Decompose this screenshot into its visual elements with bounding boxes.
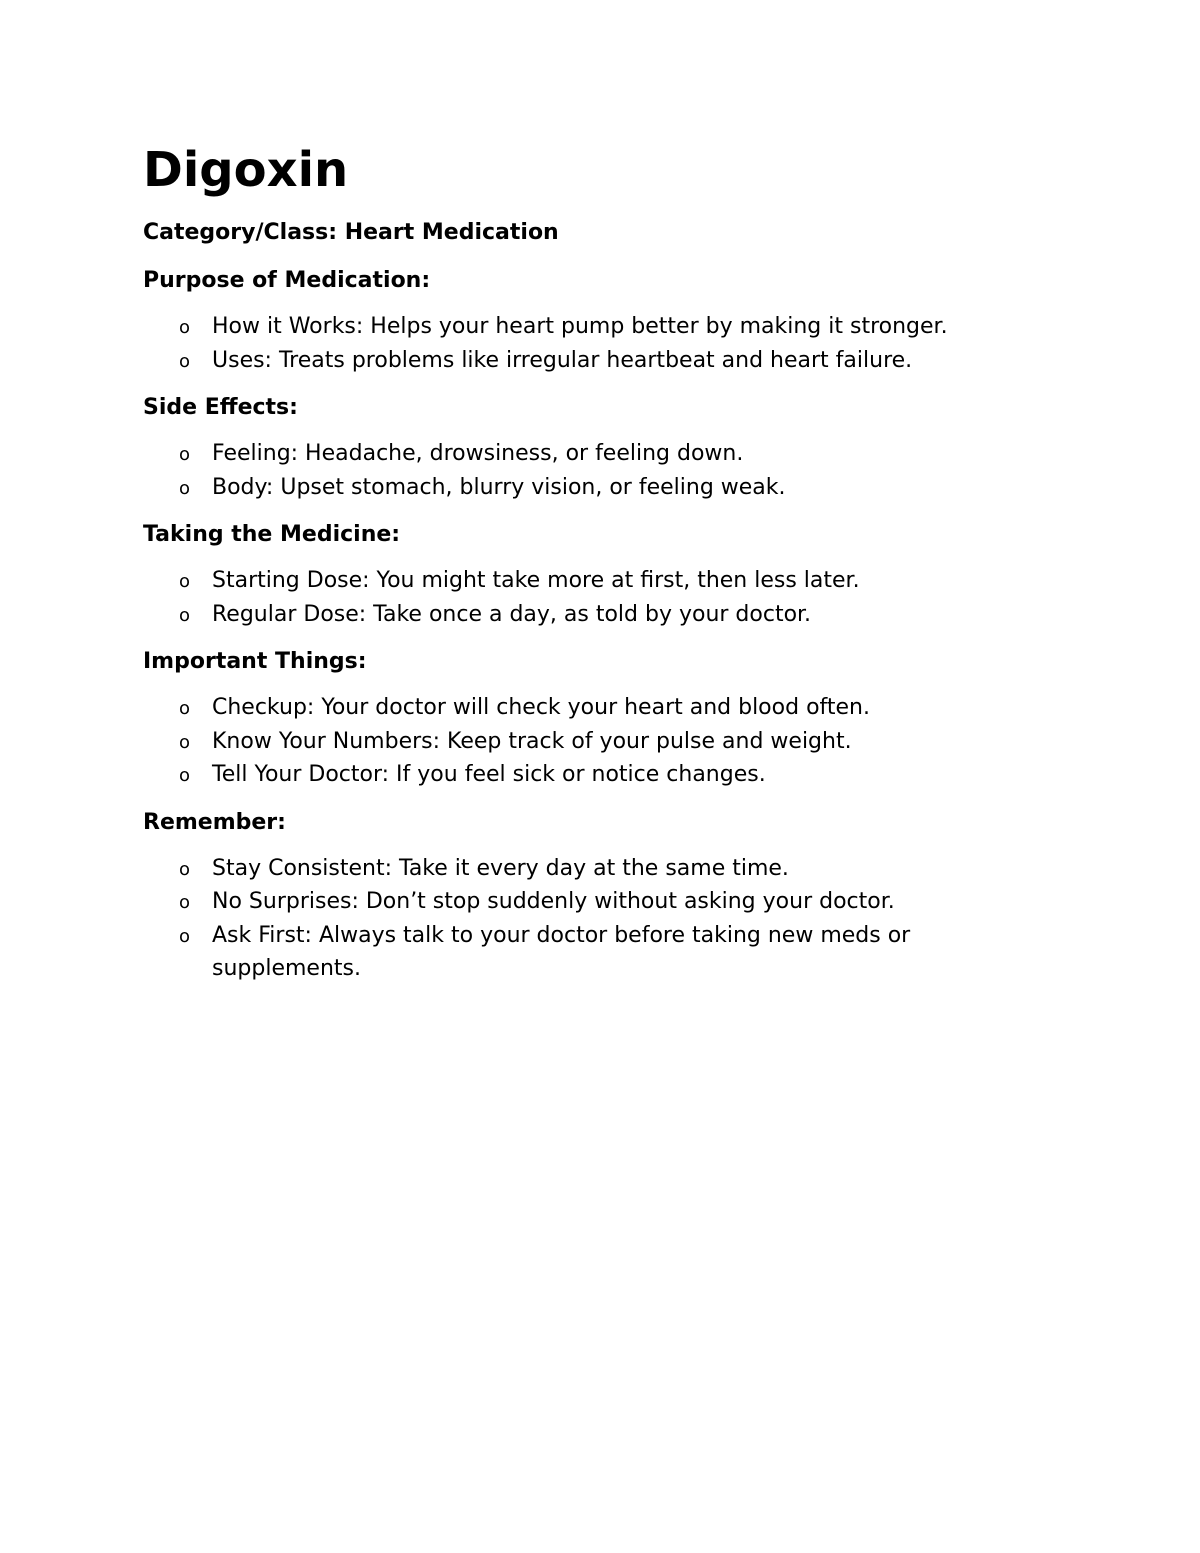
bullet-icon: o <box>179 317 191 338</box>
section-heading: Remember: <box>143 809 286 835</box>
list-item <box>143 758 1043 792</box>
section-taking-medicine <box>143 518 1043 631</box>
list-item-text: Ask First: Always talk to your doctor before taking new meds or supplements. <box>212 922 911 981</box>
list-item-text: Checkup: Your doctor will check your heart and blood often. <box>212 695 870 720</box>
list-item <box>143 852 1043 886</box>
bullet-icon: o <box>179 604 191 626</box>
list-item-text: How it Works: Helps your heart pump better by making it stronger. <box>212 314 948 339</box>
bullet-icon: o <box>179 925 191 947</box>
list-item <box>143 885 1043 919</box>
list-item-text: Uses: Treats problems like irregular heartbeat and heart failure. <box>212 347 913 373</box>
list-item <box>143 725 1043 759</box>
list-item-text: Feeling: Headache, drowsiness, or feeling down. <box>212 441 744 466</box>
bullet-list <box>143 852 1043 986</box>
list-item <box>143 437 1043 471</box>
section-remember <box>143 806 1043 986</box>
list-item <box>143 344 1043 378</box>
list-item-text: No Surprises: Don’t stop suddenly without asking your doctor. <box>212 889 895 914</box>
list-item-text: Stay Consistent: Take it every day at the same time. <box>212 855 789 881</box>
bullet-icon: o <box>179 731 191 753</box>
list-item <box>143 564 1043 598</box>
bullet-icon: o <box>179 858 191 880</box>
list-item <box>143 310 1043 344</box>
list-item <box>143 598 1043 632</box>
section-heading: Purpose of Medication: <box>143 268 431 293</box>
bullet-list <box>143 691 1043 792</box>
bullet-list <box>143 437 1043 504</box>
section-heading: Side Effects: <box>143 395 298 420</box>
section-heading: Important Things: <box>143 649 367 674</box>
bullet-icon: o <box>179 765 191 786</box>
document-title: Digoxin <box>143 142 349 198</box>
list-item-text: Tell Your Doctor: If you feel sick or notice changes. <box>212 762 766 787</box>
category-line: Category/Class: Heart Medication <box>143 220 559 245</box>
bullet-icon: o <box>179 571 191 592</box>
list-item-text: Regular Dose: Take once a day, as told by your doctor. <box>212 601 812 627</box>
bullet-icon: o <box>179 350 191 372</box>
section-purpose <box>143 264 1043 377</box>
bullet-icon: o <box>179 477 191 499</box>
bullet-icon: o <box>179 892 191 913</box>
section-side-effects <box>143 391 1043 504</box>
list-item-text: Body: Upset stomach, blurry vision, or feeling weak. <box>212 474 786 500</box>
document-page <box>143 138 1043 1000</box>
bullet-icon: o <box>179 698 191 719</box>
bullet-icon: o <box>179 444 191 465</box>
list-item-text: Know Your Numbers: Keep track of your pulse and weight. <box>212 728 852 754</box>
list-item <box>143 471 1043 505</box>
bullet-list <box>143 564 1043 631</box>
list-item-text: Starting Dose: You might take more at first, then less later. <box>212 568 860 593</box>
list-item <box>143 919 1043 986</box>
list-item <box>143 691 1043 725</box>
bullet-list <box>143 310 1043 377</box>
section-important-things <box>143 645 1043 792</box>
section-heading: Taking the Medicine: <box>143 522 401 547</box>
